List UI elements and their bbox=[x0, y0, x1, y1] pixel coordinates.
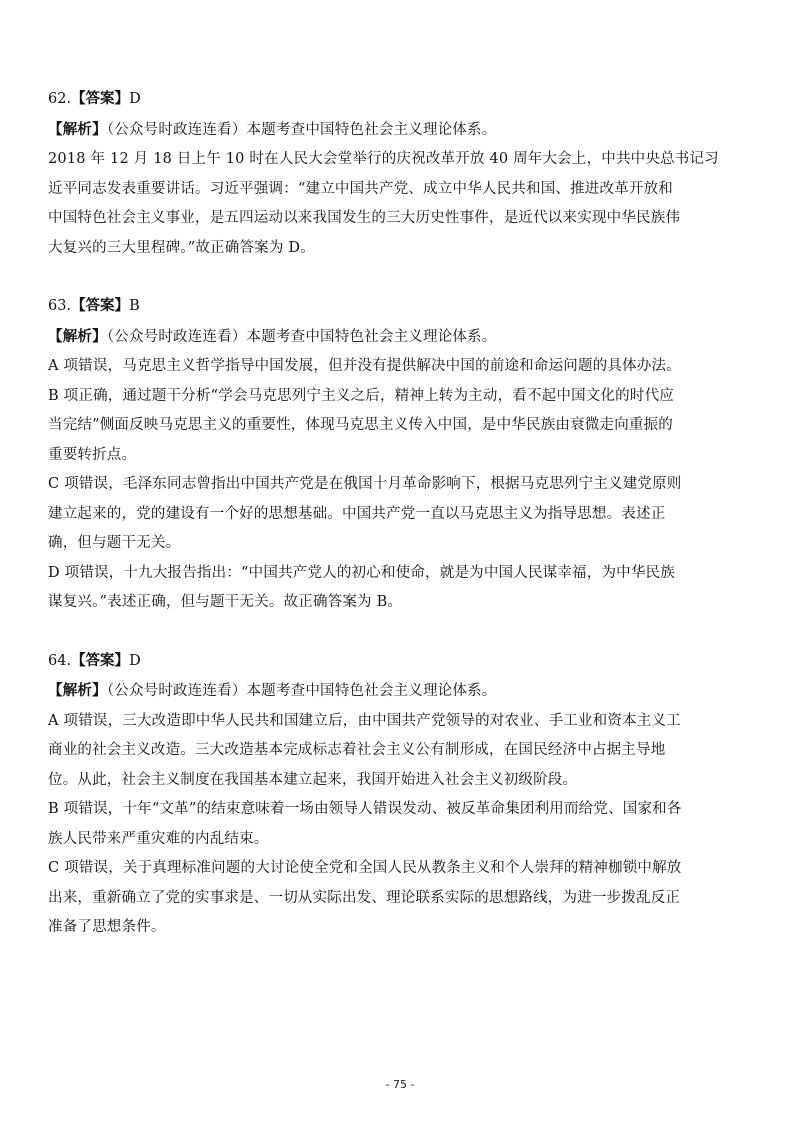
question-64 bbox=[48, 646, 760, 943]
analysis-intro-line bbox=[48, 676, 760, 707]
analysis-line: 出来，重新确立了党的实事求是、一切从实际出发、理论联系实际的思想路线，为进一步拨乱反正 bbox=[48, 889, 681, 906]
answer-label: 【答案】 bbox=[71, 651, 130, 669]
analysis-line: B 项正确，通过题干分析“学会马克思列宁主义之后，精神上转为主动，看不起中国文化的时代应 bbox=[48, 387, 674, 404]
question-number: 63. bbox=[48, 298, 72, 314]
analysis-intro: （公众号时政连连看）本题考查中国特色社会主义理论体系。 bbox=[106, 121, 497, 138]
analysis-line: 重要转折点。 bbox=[48, 446, 137, 463]
answer-value: D bbox=[129, 652, 141, 669]
analysis-line: 近平同志发表重要讲话。习近平强调：“建立中国共产党、成立中华人民共和国、推进改革开放和 bbox=[48, 180, 674, 197]
document-page bbox=[48, 84, 760, 971]
analysis-line: A 项错误，三大改造即中华人民共和国建立后，由中国共产党领导的对农业、手工业和资本主义工 bbox=[48, 712, 681, 729]
analysis-line: B 项错误，十年“文革”的结束意味着一场由领导人错误发动、被反革命集团利用而给党、国家和各 bbox=[48, 801, 682, 817]
analysis-intro-line bbox=[48, 115, 760, 146]
answer-heading bbox=[48, 291, 760, 322]
analysis-intro: （公众号时政连连看）本题考查中国特色社会主义理论体系。 bbox=[106, 683, 497, 699]
analysis-line: A 项错误，马克思主义哲学指导中国发展，但并没有提供解决中国的前途和命运问题的具体办法。 bbox=[48, 358, 681, 374]
analysis-line: 谋复兴。”表述正确，但与题干无关。故正确答案为 B。 bbox=[48, 594, 403, 610]
analysis-intro-line bbox=[48, 322, 760, 353]
question-63 bbox=[48, 291, 760, 618]
analysis-label: 【解析】 bbox=[48, 682, 107, 699]
question-number: 64. bbox=[48, 652, 72, 669]
analysis-line: C 项错误，关于真理标准问题的大讨论使全党和全国人民从教条主义和个人崇拜的精神枷锁中解放 bbox=[48, 860, 682, 876]
analysis-line: 确，但与题干无关。 bbox=[48, 535, 181, 551]
analysis-line: 2018 年 12 月 18 日上午 10 时在人民大会堂举行的庆祝改革开放 40 周年大会上，中共中央总书记习 bbox=[48, 151, 719, 167]
analysis-label: 【解析】 bbox=[48, 327, 107, 345]
analysis-label: 【解析】 bbox=[48, 120, 107, 138]
analysis-line: 族人民带来严重灾难的内乱结束。 bbox=[48, 830, 269, 847]
analysis-line: D 项错误，十九大报告指出：“中国共产党人的初心和使命，就是为中国人民谋幸福，为中华民族 bbox=[48, 564, 675, 581]
analysis-line: C 项错误，毛泽东同志曾指出中国共产党是在俄国十月革命影响下，根据马克思列宁主义建党原则 bbox=[48, 476, 682, 492]
analysis-line: 准备了思想条件。 bbox=[48, 919, 166, 935]
answer-value: B bbox=[129, 298, 140, 314]
question-number: 62. bbox=[48, 91, 72, 107]
analysis-line: 大复兴的三大里程碑。”故正确答案为 D。 bbox=[48, 239, 315, 256]
answer-label: 【答案】 bbox=[71, 90, 130, 107]
question-62 bbox=[48, 84, 760, 263]
page-number: - 75 - bbox=[385, 1078, 415, 1091]
answer-heading bbox=[48, 646, 760, 677]
answer-label: 【答案】 bbox=[71, 297, 130, 314]
analysis-line: 当完结”侧面反映马克思主义的重要性，体现马克思主义传入中国，是中华民族由衰微走向重振的 bbox=[48, 417, 674, 433]
answer-value: D bbox=[129, 91, 141, 107]
analysis-line: 建立起来的，党的建设有一个好的思想基础。中国共产党一直以马克思主义为指导思想。表述正 bbox=[48, 505, 666, 522]
analysis-line: 商业的社会主义改造。三大改造基本完成标志着社会主义公有制形成，在国民经济中占据主导地 bbox=[48, 742, 666, 758]
analysis-line: 中国特色社会主义事业，是五四运动以来我国发生的三大历史性事件，是近代以来实现中华民族伟 bbox=[48, 210, 681, 226]
analysis-line: 位。从此，社会主义制度在我国基本建立起来，我国开始进入社会主义初级阶段。 bbox=[48, 771, 578, 788]
analysis-intro: （公众号时政连连看）本题考查中国特色社会主义理论体系。 bbox=[106, 328, 497, 345]
answer-heading bbox=[48, 84, 760, 115]
